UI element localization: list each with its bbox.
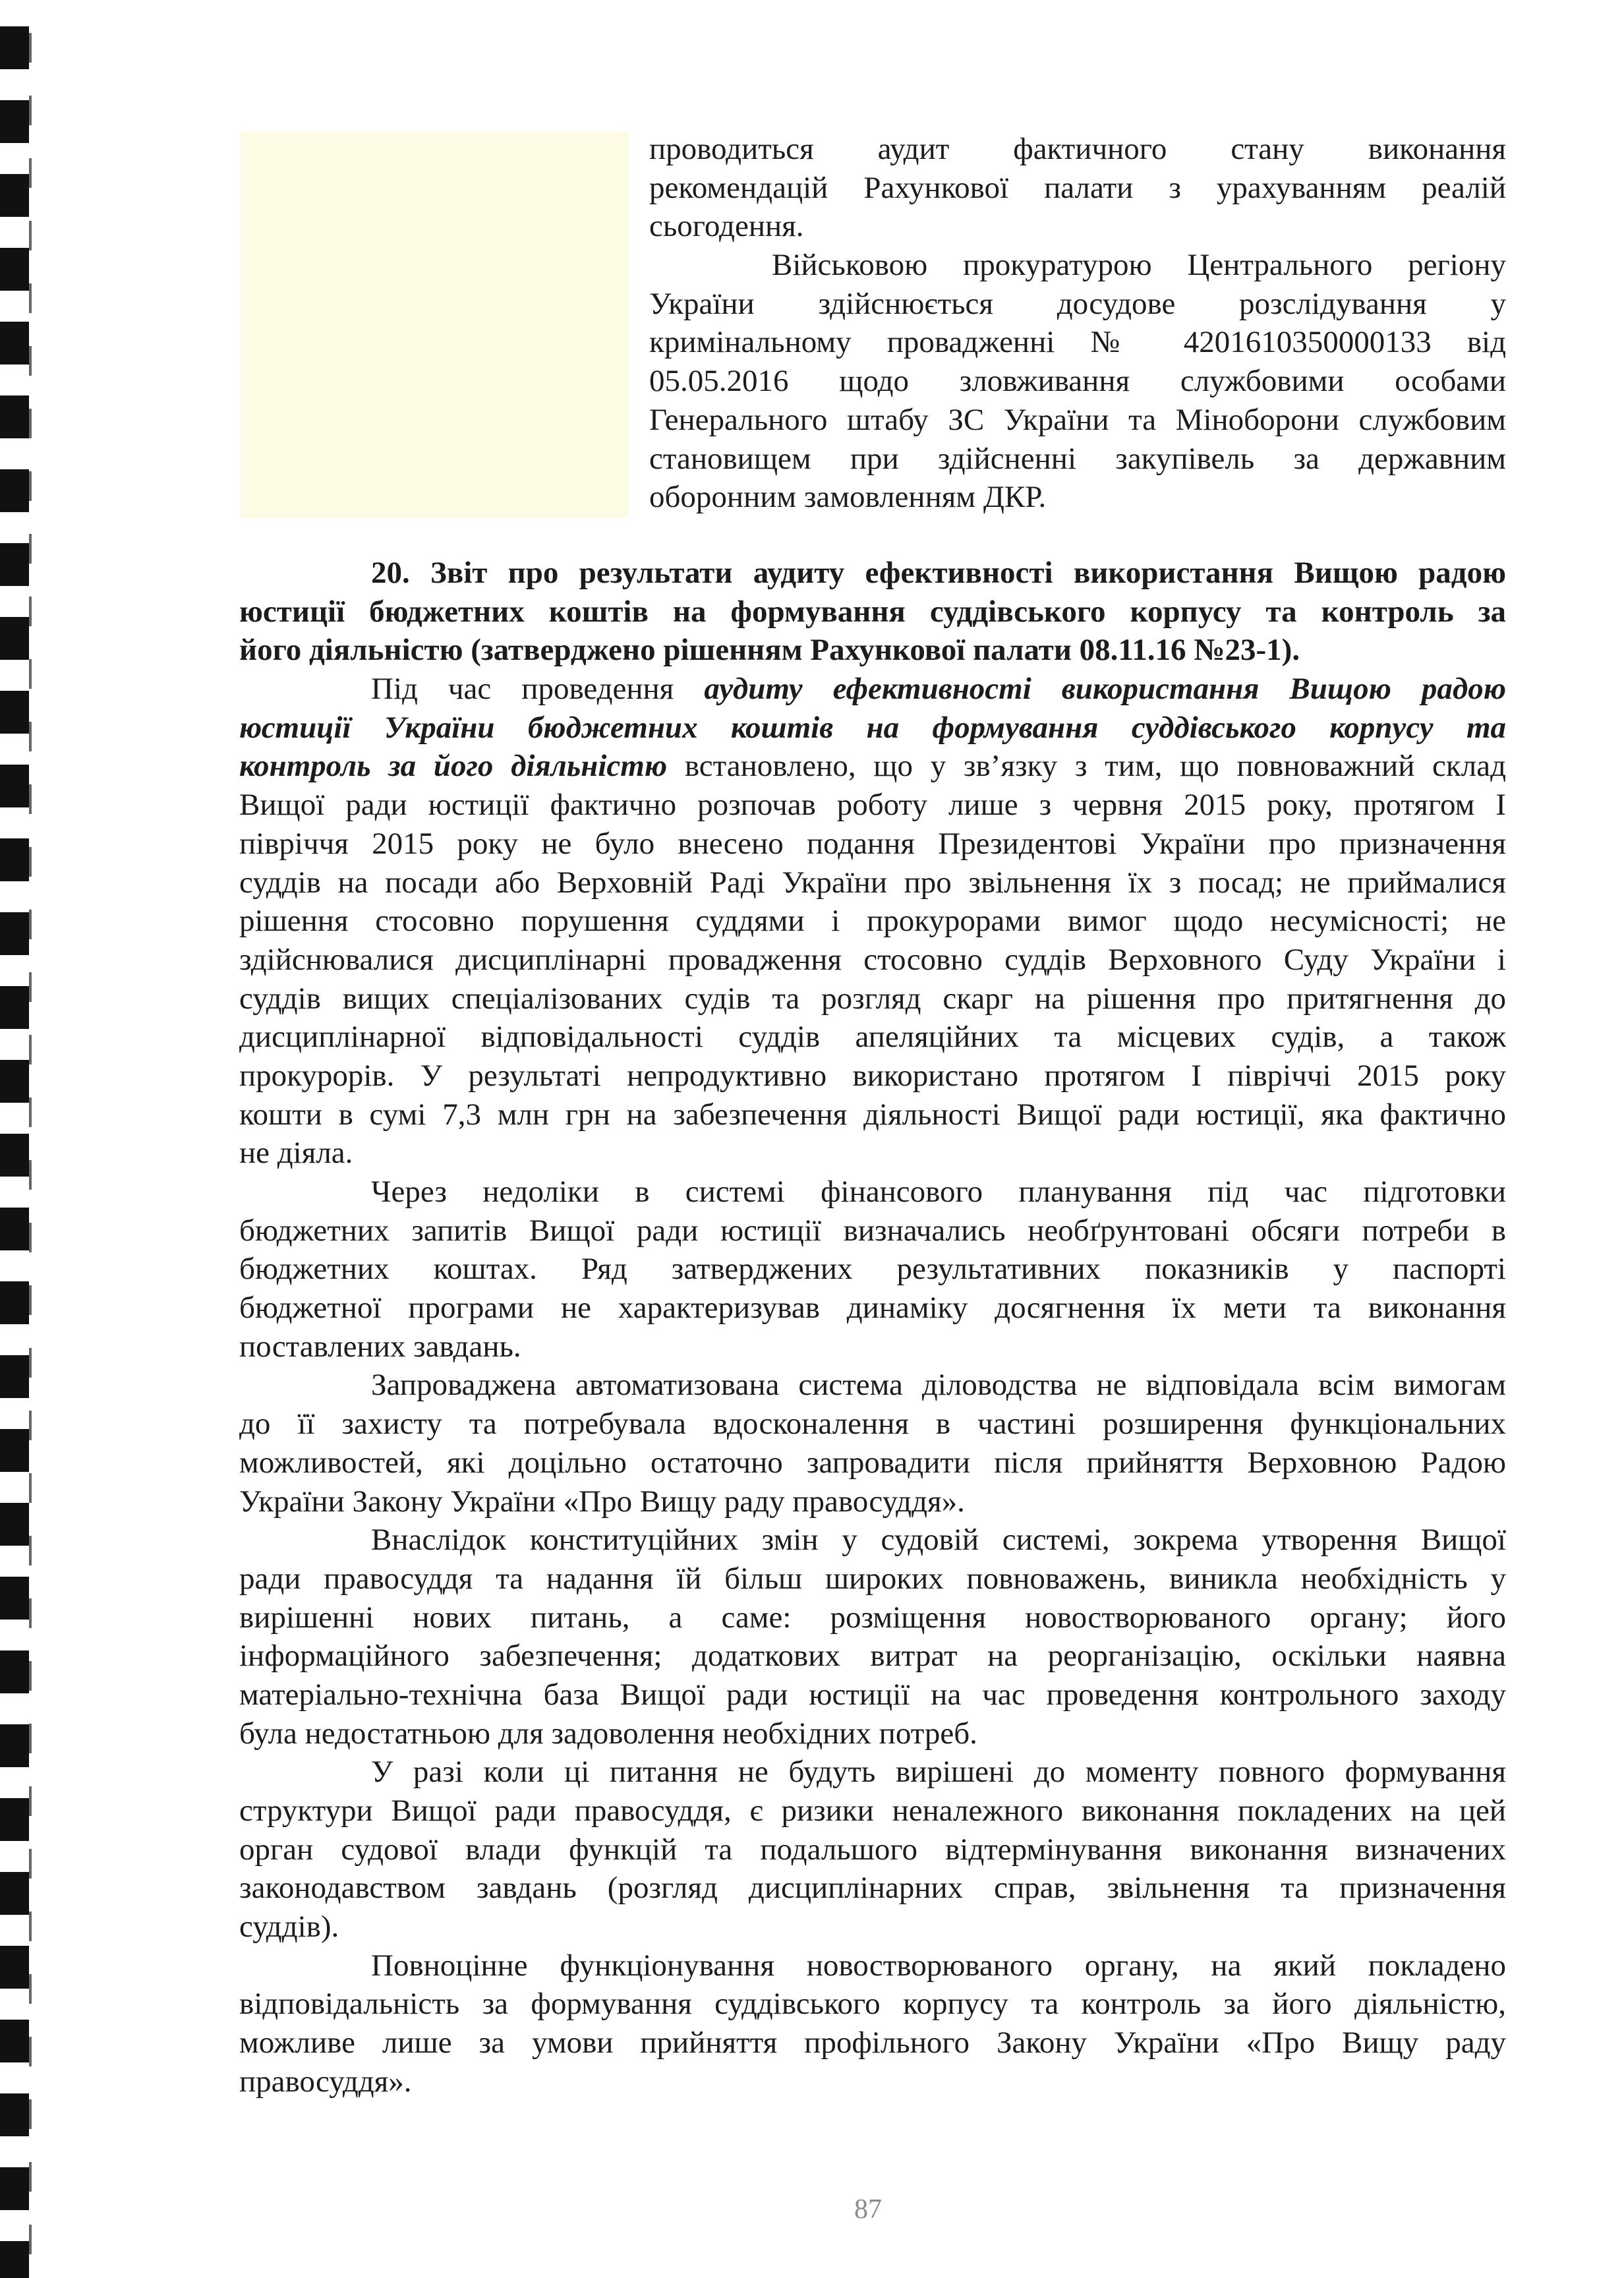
text-run: України здійснюється досудове розслідування у bbox=[649, 286, 1506, 321]
text-run: здійснювалися дисциплінарні провадження стосовно суддів Верховного Суду України і bbox=[239, 942, 1506, 977]
text-line bbox=[239, 786, 1506, 825]
text-line bbox=[649, 246, 1506, 285]
binding-holes bbox=[0, 0, 29, 2278]
paragraph bbox=[239, 1946, 1506, 2101]
text-line bbox=[239, 902, 1506, 941]
text-run: Повноцінне функціонування новостворюваного органу, на який покладено bbox=[371, 1948, 1506, 1983]
text-run: законодавством завдань (розгляд дисциплінарних справ, звільнення та призначення bbox=[239, 1871, 1506, 1906]
text-run: проводиться аудит фактичного стану виконання bbox=[649, 132, 1506, 166]
text-line bbox=[649, 362, 1506, 401]
emphasis-text-run: його діяльністю (затверджено рішенням Рахункової палати 08.11.16 №23-1). bbox=[239, 633, 1300, 668]
text-line bbox=[239, 1095, 1506, 1134]
text-line bbox=[239, 1018, 1506, 1057]
text-line bbox=[239, 1908, 1506, 1946]
text-run: півріччя 2015 року не було внесено подання Президентові України про призначення bbox=[239, 826, 1506, 861]
text-run: ради правосуддя та надання їй більш широких повноважень, виникла необхідність у bbox=[239, 1561, 1506, 1596]
text-line bbox=[239, 1212, 1506, 1250]
text-run: оборонним замовленням ДКР. bbox=[649, 480, 1047, 515]
top-text-block bbox=[649, 130, 1506, 517]
text-line bbox=[649, 401, 1506, 440]
text-run: бюджетних коштах. Ряд затверджених результативних показників у паспорті bbox=[239, 1252, 1506, 1287]
text-line bbox=[239, 1676, 1506, 1714]
text-line bbox=[649, 440, 1506, 479]
text-line bbox=[239, 1134, 1506, 1173]
text-line bbox=[649, 285, 1506, 324]
text-line bbox=[239, 631, 1506, 670]
text-line bbox=[239, 1521, 1506, 1560]
text-run: орган судової влади функцій та подальшого відтермінування виконання визначених bbox=[239, 1832, 1506, 1867]
text-line bbox=[239, 1830, 1506, 1869]
text-line bbox=[239, 1173, 1506, 1212]
text-run: можливе лише за умови прийняття профільного Закону України «Про Вищу раду bbox=[239, 2026, 1506, 2060]
emphasis-text-run: юстиції бюджетних коштів на формування суддівського корпусу та контроль за bbox=[239, 594, 1506, 629]
paragraph bbox=[239, 1173, 1506, 1366]
text-run: структури Вищої ради правосуддя, є ризики неналежного виконання покладених на цей bbox=[239, 1794, 1506, 1828]
text-run: рішення стосовно порушення суддями і прокурорами вимог щодо несумісності; не bbox=[239, 904, 1506, 939]
text-run: відповідальність за формування суддівського корпусу та контроль за його діяльністю, bbox=[239, 1987, 1506, 2022]
paragraph bbox=[649, 130, 1506, 246]
text-run: Генерального штабу ЗС України та Міноборони службовим bbox=[649, 402, 1506, 437]
emphasis-text-run: 20. Звіт про результати аудиту ефективності використання Вищою радою bbox=[371, 556, 1506, 590]
text-run: Через недоліки в системі фінансового планування під час підготовки bbox=[371, 1175, 1506, 1209]
emphasis-text-run: юстиції України бюджетних коштів на формування суддівського корпусу та bbox=[239, 710, 1506, 745]
text-run: правосуддя». bbox=[239, 2064, 412, 2099]
text-run: дисциплінарної відповідальності суддів апеляційних та місцевих судів, а також bbox=[239, 1020, 1506, 1055]
emphasis-text-run: аудиту ефективності використання Вищою радою bbox=[704, 672, 1507, 707]
text-run: Внаслідок конституційних змін у судовій системі, зокрема утворення Вищої bbox=[371, 1523, 1506, 1558]
main-text-block bbox=[239, 554, 1506, 2101]
text-line bbox=[239, 1598, 1506, 1637]
text-line bbox=[239, 1405, 1506, 1444]
text-run: можливостей, які доцільно остаточно запровадити після прийняття Верховною Радою bbox=[239, 1445, 1506, 1480]
text-line bbox=[239, 1714, 1506, 1753]
text-line bbox=[239, 1482, 1506, 1521]
text-line bbox=[239, 825, 1506, 863]
text-run: Військовою прокуратурою Центрального регіону bbox=[772, 248, 1506, 283]
text-line bbox=[239, 1637, 1506, 1676]
text-run: сьогодення. bbox=[649, 209, 804, 244]
text-run: Вищої ради юстиції фактично розпочав роботу лише з червня 2015 року, протягом І bbox=[239, 788, 1506, 823]
text-line bbox=[239, 2024, 1506, 2062]
text-run: матеріально-технічна база Вищої ради юстиції на час проведення контрольного заходу bbox=[239, 1677, 1506, 1712]
text-line bbox=[239, 1946, 1506, 1985]
text-line bbox=[239, 1792, 1506, 1830]
page-number: 87 bbox=[854, 2194, 882, 2225]
text-run: інформаційного забезпечення; додаткових витрат на реорганізацію, оскільки наявна bbox=[239, 1639, 1506, 1674]
text-line bbox=[649, 207, 1506, 246]
text-line bbox=[239, 1328, 1506, 1366]
text-line bbox=[239, 2062, 1506, 2101]
text-line bbox=[239, 554, 1506, 593]
text-run: прокурорів. У результаті непродуктивно використано протягом І півріччі 2015 року bbox=[239, 1058, 1506, 1093]
text-run: встановлено, що у зв’язку з тим, що повноважний склад bbox=[667, 749, 1506, 784]
paragraph bbox=[649, 246, 1506, 517]
text-run: У разі коли ці питання не будуть вирішені до моменту повного формування bbox=[371, 1755, 1506, 1790]
text-run: становищем при здійсненні закупівель за державним bbox=[649, 441, 1506, 476]
text-run: суддів). bbox=[239, 1910, 339, 1944]
text-run: суддів на посади або Верховній Раді України про звільнення їх з посад; не приймалися bbox=[239, 865, 1506, 900]
text-line bbox=[239, 1753, 1506, 1792]
paragraph bbox=[239, 1521, 1506, 1753]
margin-highlight-box bbox=[241, 132, 628, 517]
paragraph bbox=[239, 554, 1506, 670]
text-run: суддів вищих спеціалізованих судів та розгляд скарг на рішення про притягнення до bbox=[239, 981, 1506, 1016]
text-line bbox=[239, 1560, 1506, 1598]
emphasis-text-run: контроль за його діяльністю bbox=[239, 749, 668, 784]
text-run: рекомендацій Рахункової палати з урахуванням реалій bbox=[649, 170, 1506, 205]
paragraph bbox=[239, 670, 1506, 1173]
text-line bbox=[649, 169, 1506, 208]
text-line bbox=[239, 747, 1506, 786]
text-line bbox=[239, 670, 1506, 709]
text-run: була недостатньою для задоволення необхідних потреб. bbox=[239, 1716, 977, 1751]
text-line bbox=[239, 1869, 1506, 1908]
text-line bbox=[239, 1250, 1506, 1289]
text-run: бюджетних запитів Вищої ради юстиції визначались необґрунтовані обсяги потреби в bbox=[239, 1213, 1506, 1248]
text-line bbox=[239, 709, 1506, 747]
text-line bbox=[239, 863, 1506, 902]
text-run: вирішенні нових питань, а саме: розміщення новостворюваного органу; його bbox=[239, 1600, 1506, 1635]
text-line bbox=[239, 1366, 1506, 1405]
text-line bbox=[239, 941, 1506, 979]
text-line bbox=[649, 478, 1506, 517]
paragraph bbox=[239, 1366, 1506, 1521]
paragraph bbox=[239, 1753, 1506, 1946]
text-line bbox=[649, 323, 1506, 362]
text-line bbox=[649, 130, 1506, 169]
text-run: не діяла. bbox=[239, 1136, 353, 1171]
text-line bbox=[239, 1289, 1506, 1328]
text-line bbox=[239, 1444, 1506, 1482]
text-line bbox=[239, 593, 1506, 631]
text-line bbox=[239, 1057, 1506, 1095]
text-line bbox=[239, 979, 1506, 1018]
text-line bbox=[239, 1985, 1506, 2024]
text-run: кримінальному провадженні № 4201610350000133 від bbox=[649, 325, 1506, 360]
text-run: бюджетної програми не характеризував динаміку досягнення їх мети та виконання bbox=[239, 1291, 1506, 1326]
text-run: України Закону України «Про Вищу раду правосуддя». bbox=[239, 1484, 965, 1519]
text-run: 05.05.2016 щодо зловживання службовими особами bbox=[649, 364, 1506, 399]
text-run: кошти в сумі 7,3 млн грн на забезпечення діяльності Вищої ради юстиції, яка фактично bbox=[239, 1097, 1506, 1132]
text-run: Під час проведення bbox=[371, 672, 705, 707]
text-run: до її захисту та потребувала вдосконалення в частині розширення функціональних bbox=[239, 1407, 1506, 1442]
text-run: поставлених завдань. bbox=[239, 1329, 521, 1364]
text-run: Запроваджена автоматизована система діловодства не відповідала всім вимогам bbox=[371, 1368, 1506, 1403]
